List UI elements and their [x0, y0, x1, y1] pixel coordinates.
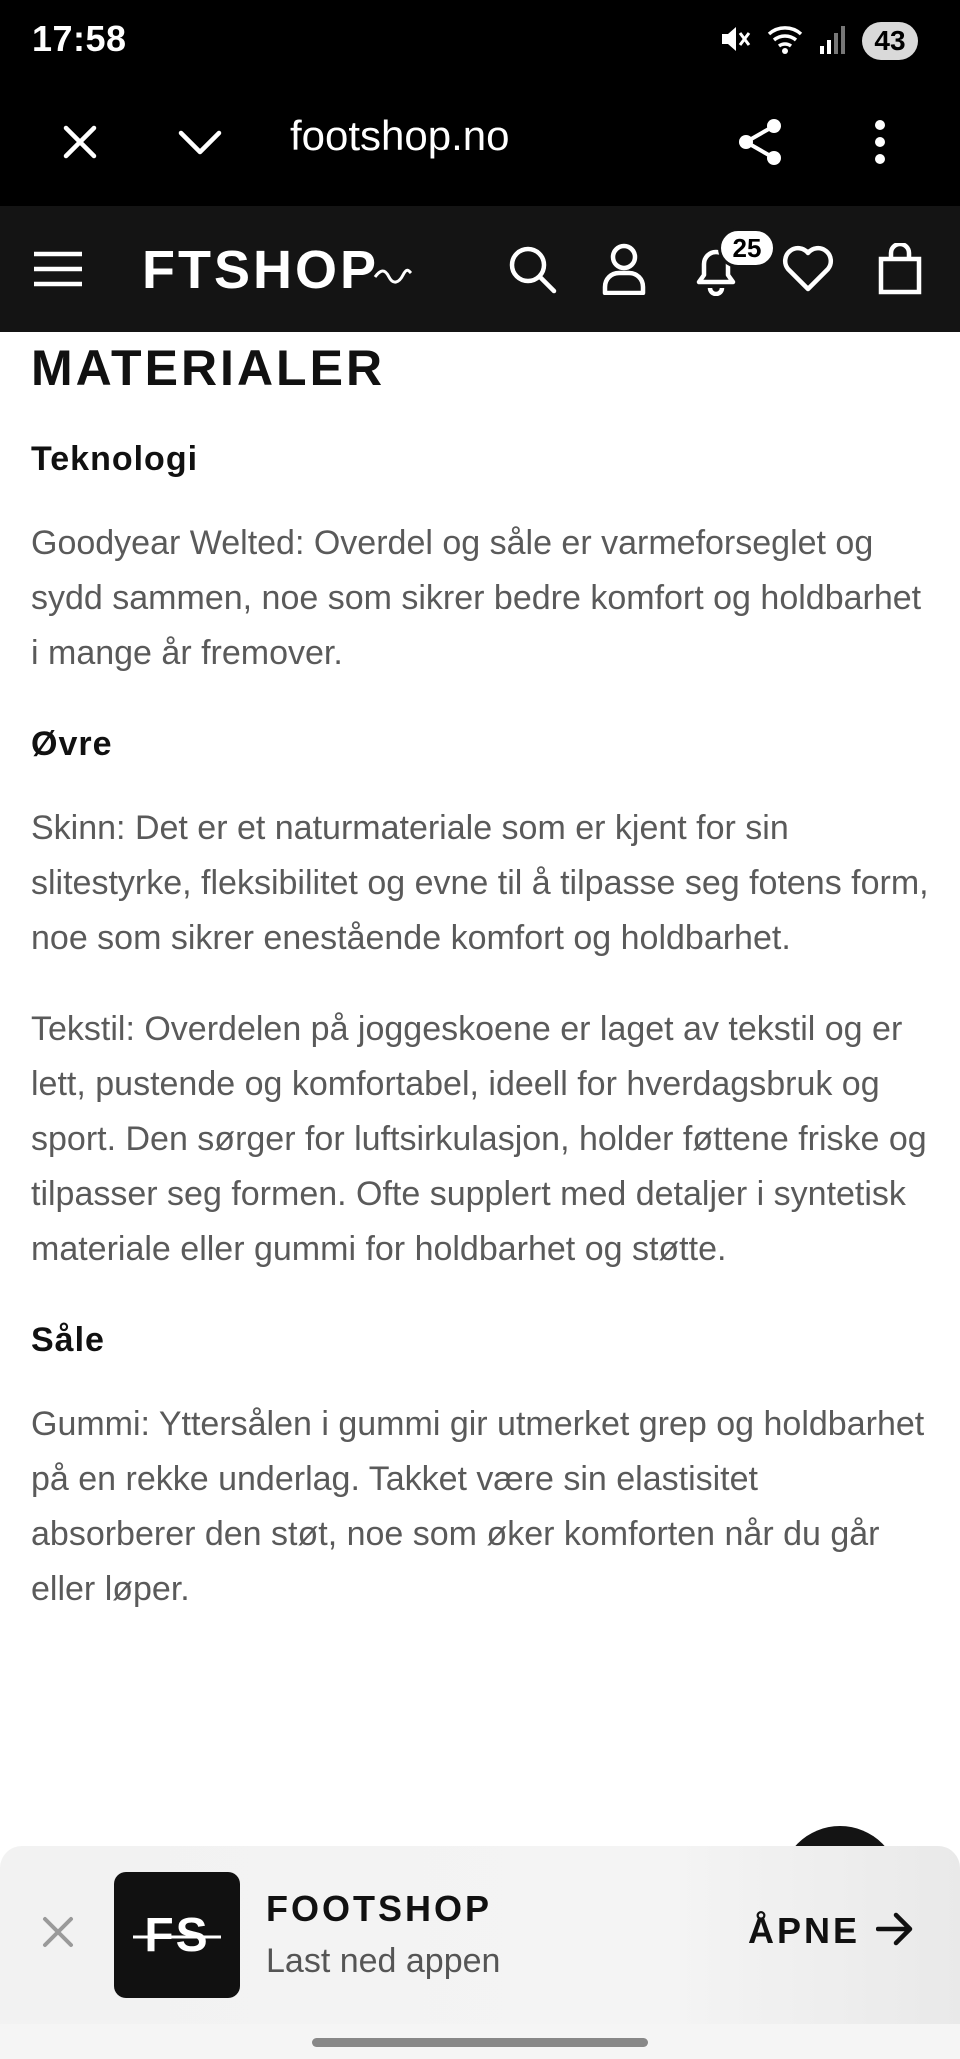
banner-subtitle: Last ned appen	[266, 1942, 501, 1980]
paragraph-goodyear-welted: Goodyear Welted: Overdel og såle er varmeforseglet og sydd sammen, noe som sikrer bedre komfort og holdbarhet i mange år fremover.	[31, 524, 922, 672]
system-nav-bar	[0, 2024, 960, 2059]
mute-icon	[718, 22, 752, 61]
status-bar	[0, 0, 960, 82]
paragraph-gummi: Gummi: Yttersålen i gummi gir utmerket grep og holdbarhet på en rekke underlag. Takket være sin elastisitet absorberer den støt, noe som øker komforten når du går eller løper.	[31, 1405, 925, 1608]
app-logo-text: FS	[144, 1909, 210, 1962]
browser-toolbar	[0, 82, 960, 206]
paragraph-tekstil: Tekstil: Overdelen på joggeskoene er laget av tekstil og er lett, pustende og komfortabel, ideell for hverdagsbruk og sport. Den sørger for luftsirkulasjon, holder føttene friske og tilpasser seg formen. Ofte supplert med detaljer i syntetisk materiale eller gummi for holdbarhet og støtte.	[31, 1010, 927, 1268]
chevron-down-icon[interactable]	[168, 110, 232, 174]
arrow-right-icon	[876, 1912, 914, 1951]
bag-icon[interactable]	[868, 237, 932, 301]
wifi-icon	[766, 22, 804, 61]
footshop-app-logo	[114, 1872, 240, 1998]
more-vert-icon[interactable]	[848, 110, 912, 174]
section-title: MATERIALER	[31, 340, 386, 396]
search-icon[interactable]	[500, 237, 564, 301]
open-app-label: ÅPNE	[747, 1910, 860, 1951]
share-icon[interactable]	[728, 110, 792, 174]
url-text[interactable]: footshop.no	[290, 112, 510, 159]
logo-text: FTSHOP	[142, 240, 380, 300]
paragraph-skinn: Skinn: Det er et naturmateriale som er kjent for sin slitestyrke, fleksibilitet og evne til å tilpasse seg fotens form, noe som sikrer enestående komfort og holdbarhet.	[31, 809, 929, 957]
close-icon[interactable]	[48, 110, 112, 174]
materials-section	[31, 332, 931, 1617]
account-icon[interactable]	[592, 237, 656, 301]
menu-icon[interactable]	[26, 237, 90, 301]
site-header	[0, 206, 960, 332]
banner-title: FOOTSHOP	[266, 1888, 493, 1929]
home-gesture-handle[interactable]	[312, 2038, 648, 2047]
subheading-teknologi: Teknologi	[31, 440, 199, 478]
subheading-sale: Såle	[31, 1321, 105, 1359]
status-icons	[718, 18, 918, 64]
banner-close-icon[interactable]	[34, 1908, 82, 1956]
open-app-button[interactable]	[748, 1910, 914, 1952]
footshop-logo[interactable]	[142, 242, 413, 298]
battery-indicator: 43	[862, 22, 918, 60]
heart-icon[interactable]	[776, 237, 840, 301]
app-download-banner	[0, 1846, 960, 2024]
status-time: 17:58	[32, 18, 127, 59]
notification-badge: 25	[718, 228, 776, 268]
signal-icon	[818, 22, 848, 61]
subheading-ovre: Øvre	[31, 725, 113, 763]
